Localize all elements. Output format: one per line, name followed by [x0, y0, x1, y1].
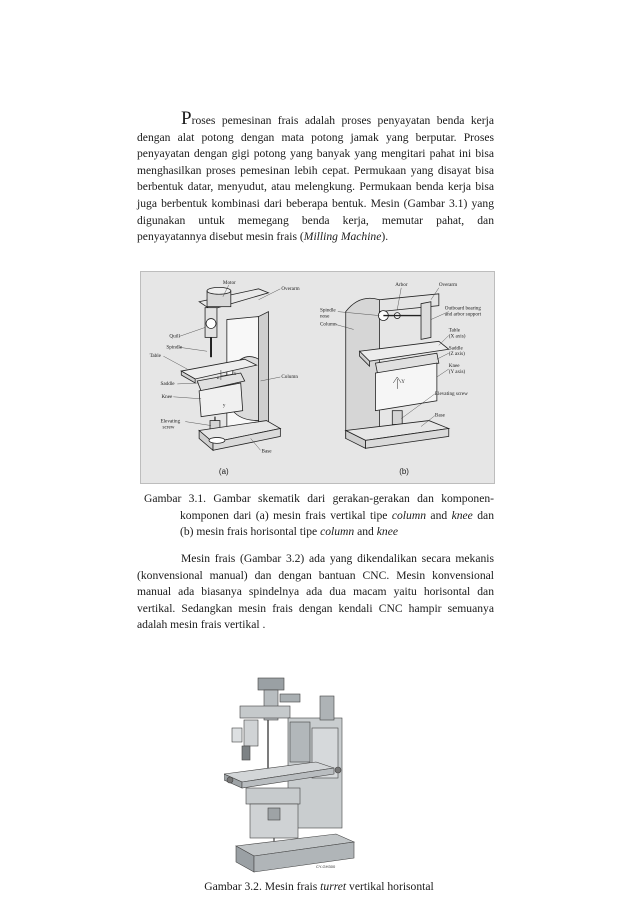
turret-milling-machine-illustration	[224, 676, 358, 877]
intro-text	[137, 114, 494, 243]
sublabel-a: (a)	[218, 467, 229, 477]
figure2-caption	[0, 880, 638, 894]
label-column-b: Column	[319, 321, 337, 328]
machine-model-label: CY-GH300	[316, 864, 336, 869]
text-segment: and	[426, 508, 452, 522]
label-spindle-nose-1: Spindle	[319, 307, 336, 314]
text-segment: Milling Machine	[303, 230, 382, 244]
text-segment: and	[354, 525, 377, 539]
label-saddle-b-2: (Z axis)	[448, 351, 465, 358]
label-screw: screw	[162, 424, 175, 431]
figure-milling-machine-schematic	[140, 271, 495, 484]
figure1-caption	[144, 491, 494, 541]
label-outboard-1: Outboard bearing	[444, 305, 481, 312]
vertical-milling-drawing	[181, 287, 280, 450]
label-table-b-1: Table	[448, 327, 461, 334]
text-segment: column	[391, 508, 426, 522]
label-overarm: Overarm	[281, 285, 300, 292]
label-axis-z: z	[216, 374, 220, 381]
text-segment: knee	[376, 525, 398, 539]
label-knee-b-1: Knee	[448, 363, 460, 370]
label-axis-x: x	[233, 371, 237, 378]
second-paragraph: Mesin frais (Gambar 3.2) ada yang dikendalikan secara mekanis (konvensional manual) dan dengan bantuan CNC. Mesin konvensional manual ada biasanya spindelnya ada dua macam yaitu horisontal dan vertikal. Sedangkan mesin frais dengan kendali CNC hampir semuanya adalah mesin frais vertikal .	[137, 552, 494, 632]
label-quill: Quill	[169, 333, 180, 340]
label-overarm-b: Overarm	[438, 281, 458, 288]
label-outboard-2: and arbor support	[444, 311, 482, 318]
text-segment: dan (b) mesin frais horisontal tipe	[180, 508, 494, 539]
label-table: Table	[149, 353, 161, 360]
schematic-diagram	[141, 272, 494, 483]
text-segment: ).	[381, 230, 389, 244]
label-elevating-screw-b: Elevating screw	[434, 390, 468, 397]
label-spindle: Spindle	[166, 344, 183, 351]
label-knee-b-2: (Y axis)	[448, 369, 466, 376]
text-segment: turret	[320, 880, 347, 893]
horizontal-milling-drawing	[346, 294, 449, 449]
label-table-b-2: (X axis)	[448, 333, 466, 340]
label-knee: Knee	[161, 393, 173, 400]
label-arbor: Arbor	[395, 281, 408, 288]
label-saddle-b-1: Saddle	[448, 345, 463, 352]
text-segment: column	[320, 525, 355, 539]
text-segment: vertikal horisontal	[346, 880, 434, 893]
label-column: Column	[281, 373, 298, 380]
text-segment: Gambar 3.2. Mesin frais	[204, 880, 321, 893]
label-motor: Motor	[222, 279, 236, 286]
drop-cap: P	[181, 108, 192, 129]
text-segment: roses pemesinan frais adalah proses penyayatan benda kerja dengan alat potong dengan mata potong jamak yang berputar. Proses penyayatan dengan gigi potong yang banyak yang mengitari pahat ini bisa menghasilkan proses pemesinan lebih cepat. Permukaan yang disayat bisa berbentuk datar, menyudut, atau melengkung. Permukaan benda kerja bisa juga berbentuk kombinasi dari beberapa bentuk. Mesin (Gambar 3.1) yang digunakan untuk memegang benda kerja, memutar pahat, dan penyayatannya disebut mesin frais (	[137, 114, 494, 244]
intro-paragraph	[137, 108, 494, 246]
label-spindle-nose-2: nose	[319, 313, 330, 320]
label-base-b: Base	[434, 412, 445, 419]
label-axis-y: y	[222, 402, 226, 409]
text-segment: knee	[451, 508, 473, 522]
sublabel-b: (b)	[399, 467, 409, 477]
figure-turret-milling-photo	[224, 676, 358, 877]
horizontal-milling-labels	[320, 282, 482, 476]
text-segment: Gambar 3.1. Gambar skematik dari gerakan-gerakan dan komponen-komponen dari (a) mesin frais vertikal tipe	[144, 492, 494, 522]
label-base: Base	[261, 448, 272, 455]
label-elevating: Elevating	[160, 418, 181, 425]
label-axis-y-b: Y	[401, 378, 405, 385]
label-saddle: Saddle	[160, 380, 175, 387]
